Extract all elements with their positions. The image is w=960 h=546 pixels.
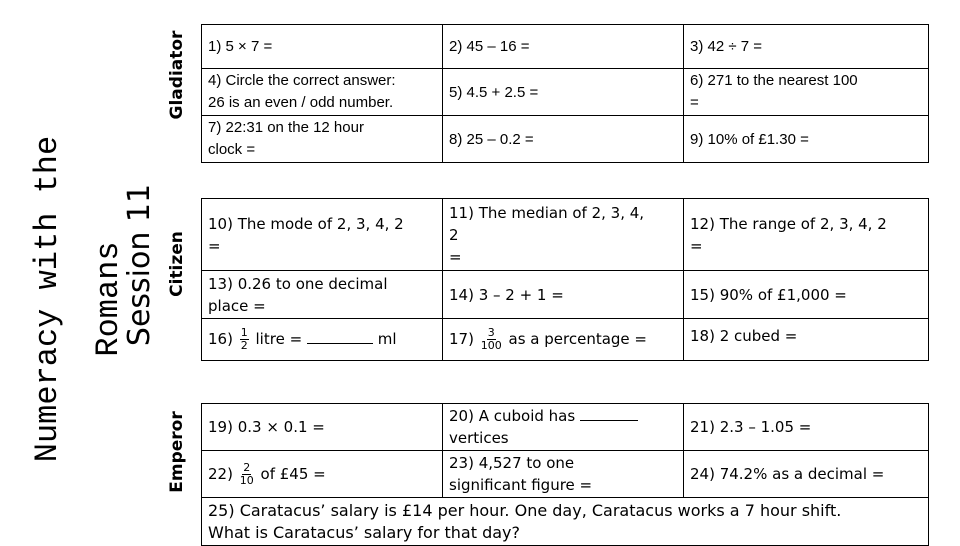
question-7-line-1: 7) 22:31 on the 12 hour xyxy=(208,119,364,136)
question-cell-23 xyxy=(443,451,684,498)
question-16-prefix: 16) xyxy=(208,330,233,348)
question-cell-21 xyxy=(684,404,929,451)
question-17-numerator: 3 xyxy=(487,326,495,339)
question-20-answer-blank xyxy=(580,408,638,421)
question-6-line-1: 6) 271 to the nearest 100 xyxy=(690,72,858,89)
question-15: 15) 90% of £1,000 = xyxy=(690,285,847,304)
question-2: 2) 45 – 16 = xyxy=(449,38,530,55)
question-10-line-2: = xyxy=(208,236,221,255)
question-cell-24 xyxy=(684,451,929,498)
question-cell-15 xyxy=(684,271,929,319)
question-19-text: 19) 0.3 × 0.1 = xyxy=(208,418,325,436)
question-cell-7 xyxy=(202,116,443,163)
gladiator-questions-table xyxy=(201,24,929,163)
question-20-text: 20) A cuboid has xyxy=(449,407,576,425)
question-22-prefix: 22) xyxy=(208,464,233,483)
question-20-line-1 xyxy=(449,405,677,427)
level-label-emperor: Emperor xyxy=(167,411,187,493)
level-label-gladiator: Gladiator xyxy=(167,30,187,120)
question-21: 21) 2.3 – 1.05 = xyxy=(690,418,812,436)
question-18: 18) 2 cubed = xyxy=(690,327,798,345)
question-cell-13 xyxy=(202,271,443,319)
question-cell-1 xyxy=(202,25,443,69)
question-13-line-1: 13) 0.26 to one decimal xyxy=(208,274,388,293)
question-cell-18 xyxy=(684,319,929,361)
question-11-line-1: 11) The median of 2, 3, 4, xyxy=(449,203,645,222)
question-17-denominator: 100 xyxy=(480,339,502,352)
question-7-line-2: clock = xyxy=(208,141,256,158)
question-11-line-3: = xyxy=(449,247,462,266)
question-cell-9 xyxy=(684,116,929,163)
question-16-denominator: 2 xyxy=(240,339,248,352)
question-10-line-1: 10) The mode of 2, 3, 4, 2 xyxy=(208,214,404,233)
question-17-prefix: 17) xyxy=(449,330,474,348)
question-cell-2 xyxy=(443,25,684,69)
question-22-text: of £45 = xyxy=(260,464,326,483)
question-14: 14) 3 – 2 + 1 = xyxy=(449,285,564,304)
question-cell-16 xyxy=(202,319,443,361)
question-4-line-1: 4) Circle the correct answer: xyxy=(208,72,396,89)
question-12-line-1: 12) The range of 2, 3, 4, 2 xyxy=(690,214,887,233)
level-label-citizen: Citizen xyxy=(167,231,187,297)
question-8: 8) 25 – 0.2 = xyxy=(449,130,534,148)
question-12-line-2: = xyxy=(690,236,703,255)
question-1: 1) 5 × 7 = xyxy=(208,38,273,55)
question-cell-6 xyxy=(684,69,929,116)
question-11-line-2: 2 xyxy=(449,225,459,244)
question-25-line-1: 25) Caratacus’ salary is £14 per hour. One day, Caratacus works a 7 hour shift. xyxy=(208,500,842,520)
question-24: 24) 74.2% as a decimal = xyxy=(690,465,885,483)
question-5: 5) 4.5 + 2.5 = xyxy=(449,83,539,101)
question-16-numerator: 1 xyxy=(240,326,248,339)
question-16-answer-blank xyxy=(307,331,373,344)
question-6-line-2: = xyxy=(690,94,699,111)
question-22-fraction xyxy=(240,462,254,487)
question-3: 3) 42 ÷ 7 = xyxy=(690,38,763,55)
question-cell-10 xyxy=(202,199,443,271)
title-line-2: Romans xyxy=(90,241,127,357)
question-cell-17 xyxy=(443,319,684,361)
question-cell-19 xyxy=(202,404,443,451)
question-4-line-2: 26 is an even / odd number. xyxy=(208,94,394,111)
question-9: 9) 10% of £1.30 = xyxy=(690,130,809,148)
question-23-line-1: 23) 4,527 to one xyxy=(449,454,575,472)
question-23-line-2: significant figure = xyxy=(449,476,593,494)
question-22-numerator: 2 xyxy=(243,460,251,474)
question-17-text: as a percentage = xyxy=(508,330,647,348)
question-cell-22 xyxy=(202,451,443,498)
question-cell-12 xyxy=(684,199,929,271)
question-20-line-2: vertices xyxy=(449,429,509,447)
question-cell-20 xyxy=(443,404,684,451)
title-line-1: Numeracy with the xyxy=(29,135,66,463)
question-cell-8 xyxy=(443,116,684,163)
question-16-text: litre = xyxy=(255,330,303,348)
question-16-fraction xyxy=(240,327,249,352)
question-cell-5 xyxy=(443,69,684,116)
question-17-fraction xyxy=(481,327,502,352)
question-13-line-2: place = xyxy=(208,296,266,315)
emperor-questions-table xyxy=(201,403,929,546)
question-cell-4 xyxy=(202,69,443,116)
question-22-denominator: 10 xyxy=(239,473,254,487)
session-label: Session 11 xyxy=(122,183,157,347)
question-cell-25 xyxy=(202,498,929,546)
question-16-unit: ml xyxy=(377,330,397,348)
question-cell-14 xyxy=(443,271,684,319)
question-cell-11 xyxy=(443,199,684,271)
question-cell-3 xyxy=(684,25,929,69)
citizen-questions-table xyxy=(201,198,929,361)
question-25-line-2: What is Caratacus’ salary for that day? xyxy=(208,522,520,542)
